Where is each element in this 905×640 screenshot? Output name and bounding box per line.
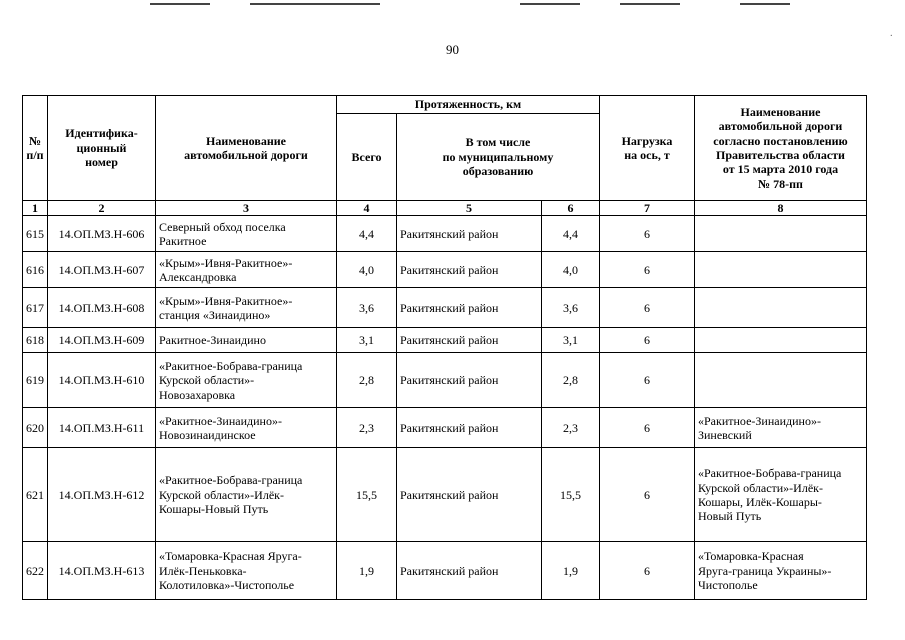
column-number: 1 xyxy=(23,201,48,216)
road-id: 14.ОП.МЗ.Н-608 xyxy=(48,288,156,328)
row-number: 616 xyxy=(23,252,48,288)
length-total: 15,5 xyxy=(337,448,397,542)
scan-edge-line xyxy=(740,3,790,5)
scan-edge-line xyxy=(250,3,380,5)
road-id: 14.ОП.МЗ.Н-606 xyxy=(48,216,156,252)
axle-load: 6 xyxy=(600,542,695,600)
district: Ракитянский район xyxy=(397,328,542,353)
district-length: 3,1 xyxy=(542,328,600,353)
table-row xyxy=(23,542,867,600)
district-length: 2,8 xyxy=(542,353,600,408)
corner-mark: · xyxy=(889,31,893,42)
page-number: 90 xyxy=(446,42,459,57)
column-number: 3 xyxy=(156,201,337,216)
district-length: 2,3 xyxy=(542,408,600,448)
length-total: 4,0 xyxy=(337,252,397,288)
resolution-name: «Ракитное-Бобрава-граница Курской области»-Илёк- Кошары, Илёк-Кошары- Новый Путь xyxy=(695,448,867,542)
resolution-name xyxy=(695,252,867,288)
table-row xyxy=(23,252,867,288)
district-length: 4,0 xyxy=(542,252,600,288)
column-number: 5 xyxy=(397,201,542,216)
length-total: 2,3 xyxy=(337,408,397,448)
table-row xyxy=(23,288,867,328)
axle-load: 6 xyxy=(600,288,695,328)
resolution-name xyxy=(695,288,867,328)
column-number: 6 xyxy=(542,201,600,216)
header-number: № п/п xyxy=(23,96,48,201)
road-name: Ракитное-Зинаидино xyxy=(156,328,337,353)
axle-load: 6 xyxy=(600,216,695,252)
length-total: 2,8 xyxy=(337,353,397,408)
resolution-name xyxy=(695,353,867,408)
header-resolution-name: Наименование автомобильной дороги согласно постановлению Правительства области от 15 марта 2010 года № 78-пп xyxy=(695,96,867,201)
axle-load: 6 xyxy=(600,408,695,448)
road-name: «Томаровка-Красная Яруга- Илёк-Пеньковка- Колотиловка»-Чистополье xyxy=(156,542,337,600)
district: Ракитянский район xyxy=(397,252,542,288)
table-row xyxy=(23,408,867,448)
road-name: «Ракитное-Зинаидино»- Новозинаидинское xyxy=(156,408,337,448)
header-id: Идентифика- ционный номер xyxy=(48,96,156,201)
table-row xyxy=(23,353,867,408)
row-number: 618 xyxy=(23,328,48,353)
road-name: «Ракитное-Бобрава-граница Курской области»- Новозахаровка xyxy=(156,353,337,408)
district-length: 4,4 xyxy=(542,216,600,252)
row-number: 615 xyxy=(23,216,48,252)
scan-edge-line xyxy=(620,3,680,5)
road-name: «Крым»-Ивня-Ракитное»- станция «Зинаидино» xyxy=(156,288,337,328)
district-length: 1,9 xyxy=(542,542,600,600)
header-length: Протяженность, км xyxy=(337,96,600,114)
row-number: 617 xyxy=(23,288,48,328)
roads-table xyxy=(22,95,867,600)
axle-load: 6 xyxy=(600,448,695,542)
column-number: 4 xyxy=(337,201,397,216)
axle-load: 6 xyxy=(600,353,695,408)
district: Ракитянский район xyxy=(397,353,542,408)
length-total: 3,1 xyxy=(337,328,397,353)
district: Ракитянский район xyxy=(397,408,542,448)
scan-edge-line xyxy=(520,3,580,5)
row-number: 619 xyxy=(23,353,48,408)
column-number: 2 xyxy=(48,201,156,216)
road-id: 14.ОП.МЗ.Н-612 xyxy=(48,448,156,542)
column-number: 7 xyxy=(600,201,695,216)
header-road-name: Наименование автомобильной дороги xyxy=(156,96,337,201)
district: Ракитянский район xyxy=(397,448,542,542)
length-total: 3,6 xyxy=(337,288,397,328)
row-number: 622 xyxy=(23,542,48,600)
road-name: Северный обход поселка Ракитное xyxy=(156,216,337,252)
column-number: 8 xyxy=(695,201,867,216)
road-name: «Крым»-Ивня-Ракитное»- Александровка xyxy=(156,252,337,288)
road-id: 14.ОП.МЗ.Н-609 xyxy=(48,328,156,353)
length-total: 1,9 xyxy=(337,542,397,600)
table-row xyxy=(23,216,867,252)
district: Ракитянский район xyxy=(397,542,542,600)
resolution-name xyxy=(695,328,867,353)
road-name: «Ракитное-Бобрава-граница Курской области»-Илёк- Кошары-Новый Путь xyxy=(156,448,337,542)
scan-edge-line xyxy=(150,3,210,5)
district: Ракитянский район xyxy=(397,288,542,328)
road-id: 14.ОП.МЗ.Н-607 xyxy=(48,252,156,288)
resolution-name: «Ракитное-Зинаидино»- Зиневский xyxy=(695,408,867,448)
road-id: 14.ОП.МЗ.Н-611 xyxy=(48,408,156,448)
axle-load: 6 xyxy=(600,252,695,288)
header-total: Всего xyxy=(337,114,397,201)
district-length: 15,5 xyxy=(542,448,600,542)
resolution-name xyxy=(695,216,867,252)
resolution-name: «Томаровка-Красная Яруга-граница Украины»- Чистополье xyxy=(695,542,867,600)
header-municipal: В том числе по муниципальному образованию xyxy=(397,114,600,201)
table-row xyxy=(23,448,867,542)
district: Ракитянский район xyxy=(397,216,542,252)
road-id: 14.ОП.МЗ.Н-613 xyxy=(48,542,156,600)
length-total: 4,4 xyxy=(337,216,397,252)
row-number: 620 xyxy=(23,408,48,448)
table-row xyxy=(23,328,867,353)
district-length: 3,6 xyxy=(542,288,600,328)
header-axle-load: Нагрузка на ось, т xyxy=(600,96,695,201)
road-id: 14.ОП.МЗ.Н-610 xyxy=(48,353,156,408)
axle-load: 6 xyxy=(600,328,695,353)
row-number: 621 xyxy=(23,448,48,542)
